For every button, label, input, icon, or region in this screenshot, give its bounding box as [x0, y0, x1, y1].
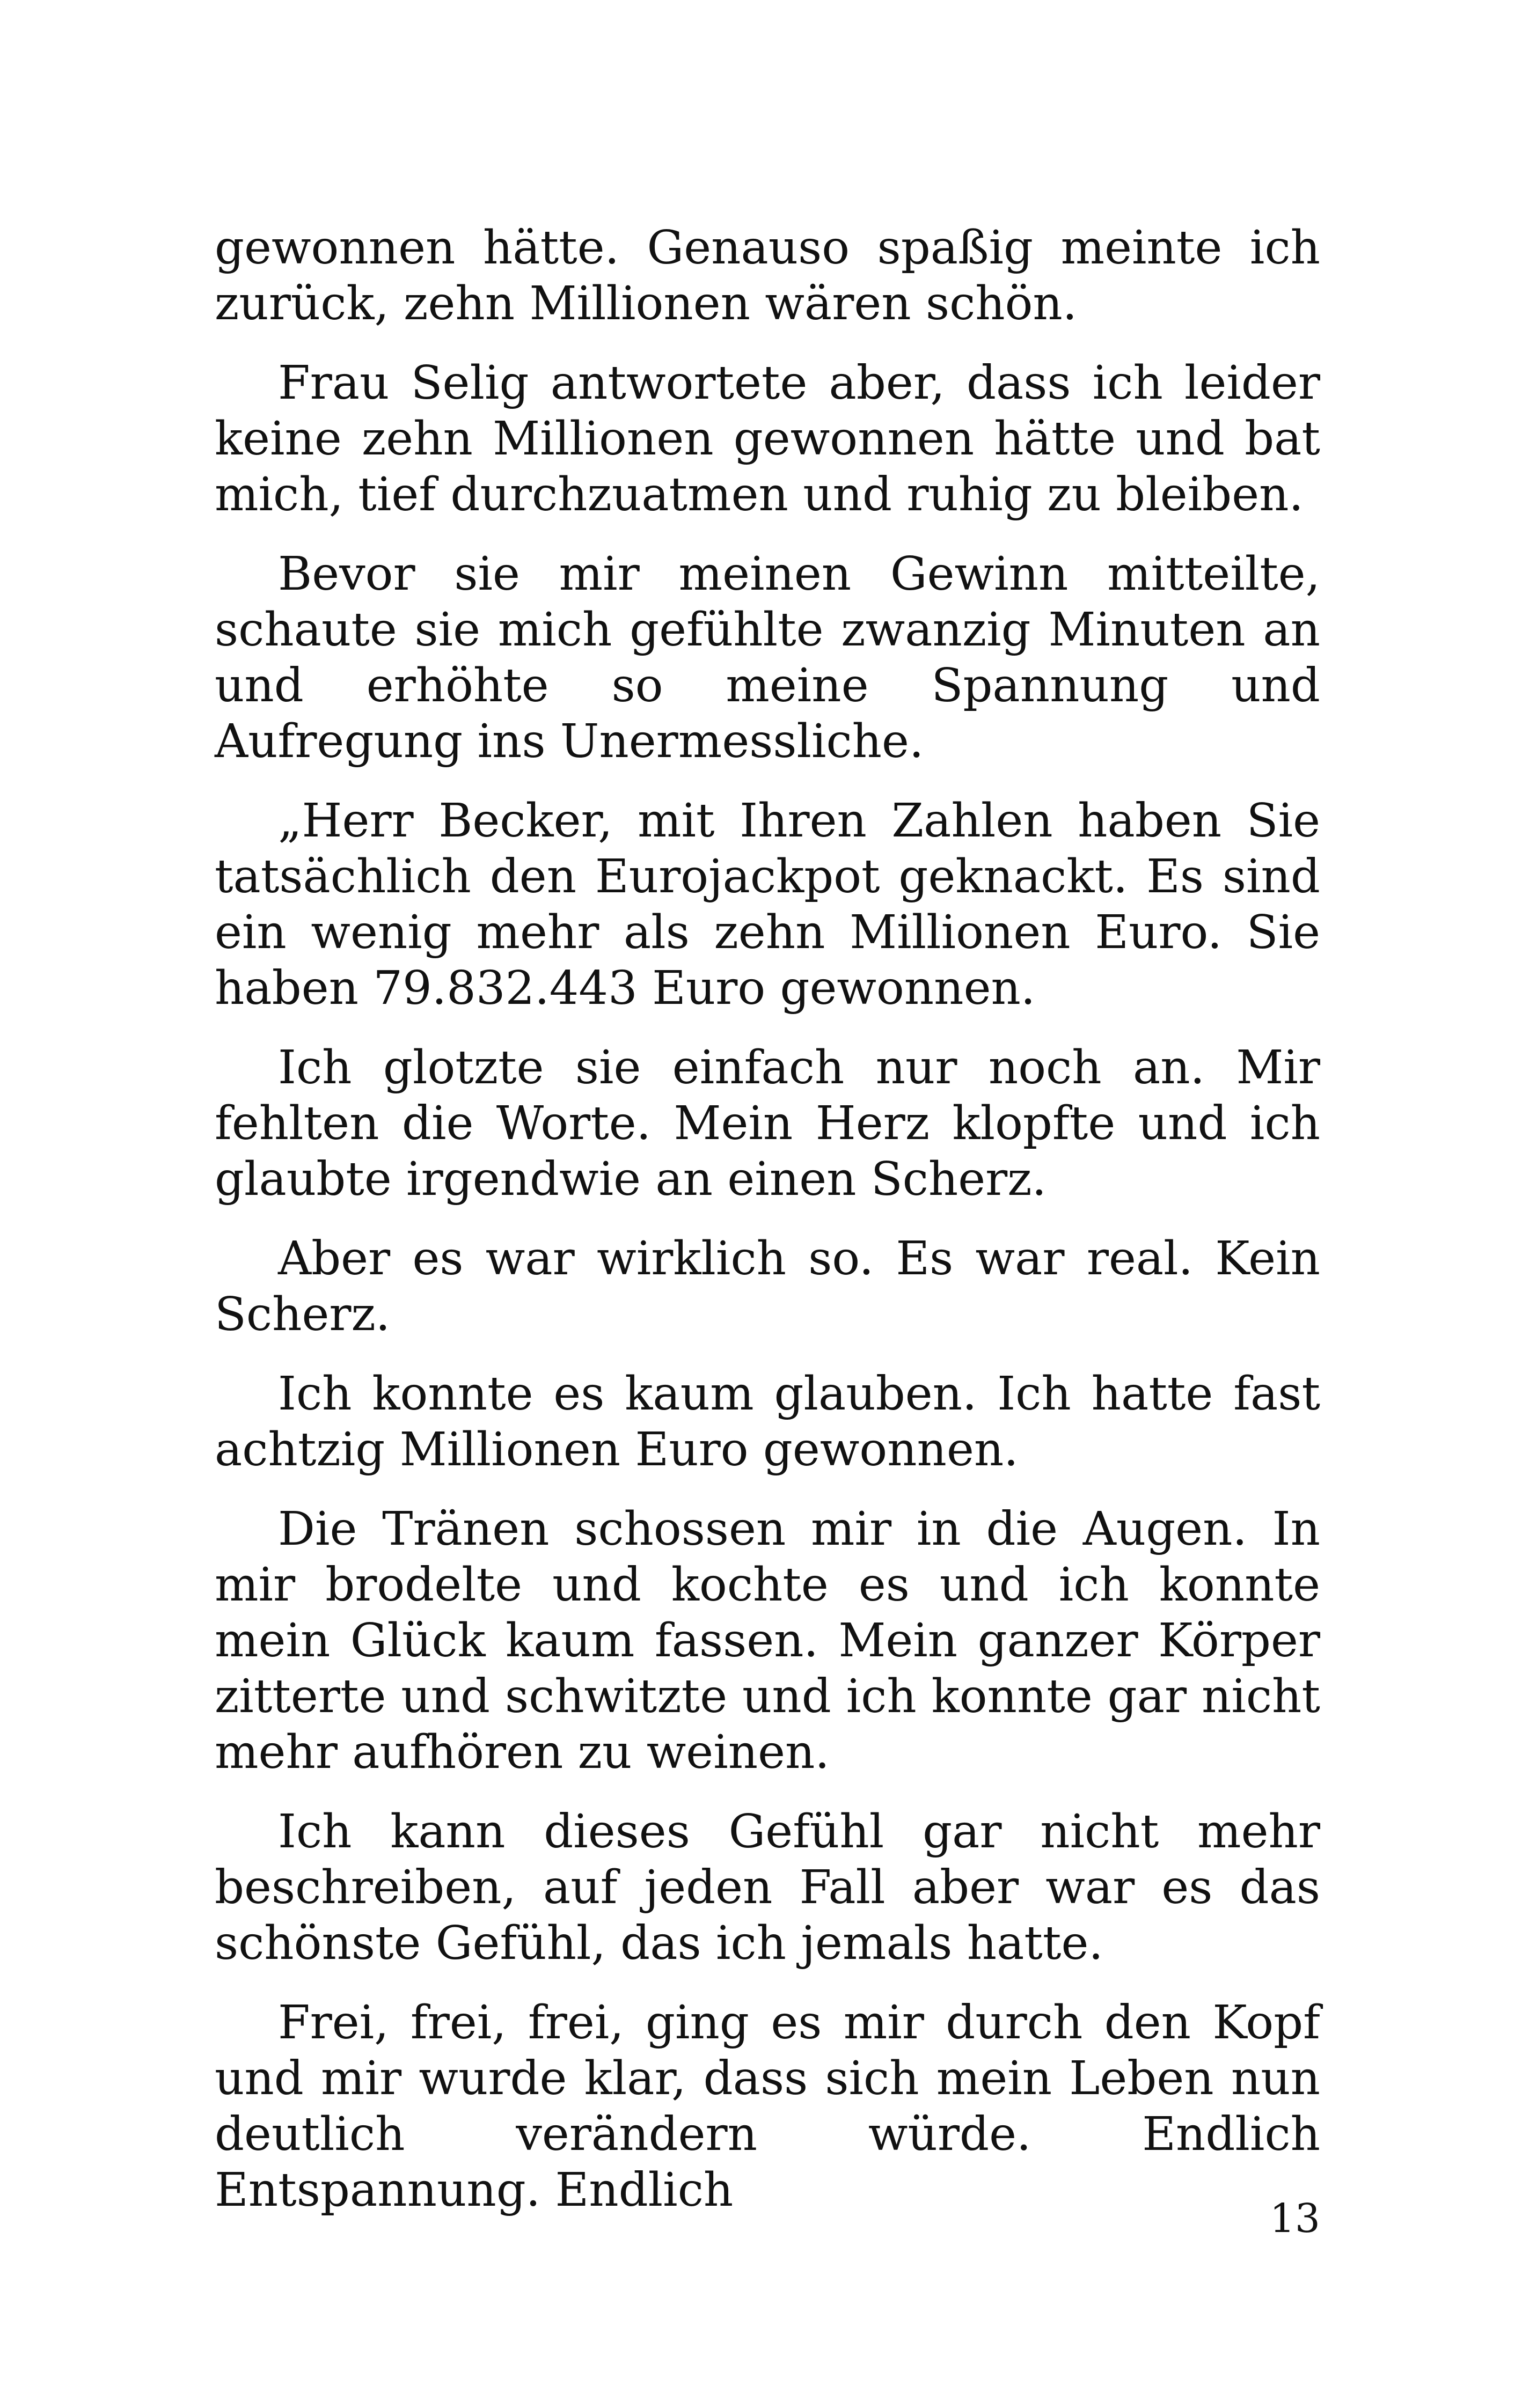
body-text [215, 220, 1320, 2242]
paragraph: Bevor sie mir meinen Gewinn mitteilte, schaute sie mich gefühlte zwanzig Minuten an und erhöhte so meine Spannung und Aufregung ins Unermessliche. [215, 547, 1320, 768]
paragraph: gewonnen hätte. Genauso spaßig meinte ich zurück, zehn Millionen wären schön. [215, 221, 1320, 331]
paragraph: Aber es war wirklich so. Es war real. Kein Scherz. [215, 1232, 1320, 1341]
paragraph: Frei, frei, frei, ging es mir durch den Kopf und mir wurde klar, dass sich mein Leben nun deutlich verändern würde. Endlich Entspannung. Endlich [215, 1996, 1320, 2217]
paragraph: „Herr Becker, mit Ihren Zahlen haben Sie tatsächlich den Eurojackpot geknackt. Es sind ein wenig mehr als zehn Millionen Euro. Sie haben 79.832.443 Euro gewonnen. [215, 794, 1320, 1015]
paragraph: Ich glotzte sie einfach nur noch an. Mir fehlten die Worte. Mein Herz klopfte und ich glaubte irgendwie an einen Scherz. [215, 1041, 1320, 1206]
paragraph: Ich kann dieses Gefühl gar nicht mehr beschreiben, auf jeden Fall aber war es das schönste Gefühl, das ich jemals hatte. [215, 1805, 1320, 1970]
paragraph: Ich konnte es kaum glauben. Ich hatte fast achtzig Millionen Euro gewonnen. [215, 1367, 1320, 1477]
paragraph: Die Tränen schossen mir in die Augen. In mir brodelte und kochte es und ich konnte mein Glück kaum fassen. Mein ganzer Körper zitterte und schwitzte und ich konnte gar nicht mehr aufhören zu weinen. [215, 1502, 1320, 1779]
paragraph: Frau Selig antwortete aber, dass ich leider keine zehn Millionen gewonnen hätte und bat mich, tief durchzuatmen und ruhig zu bleiben. [215, 356, 1320, 522]
page-number: 13 [1269, 2196, 1320, 2242]
